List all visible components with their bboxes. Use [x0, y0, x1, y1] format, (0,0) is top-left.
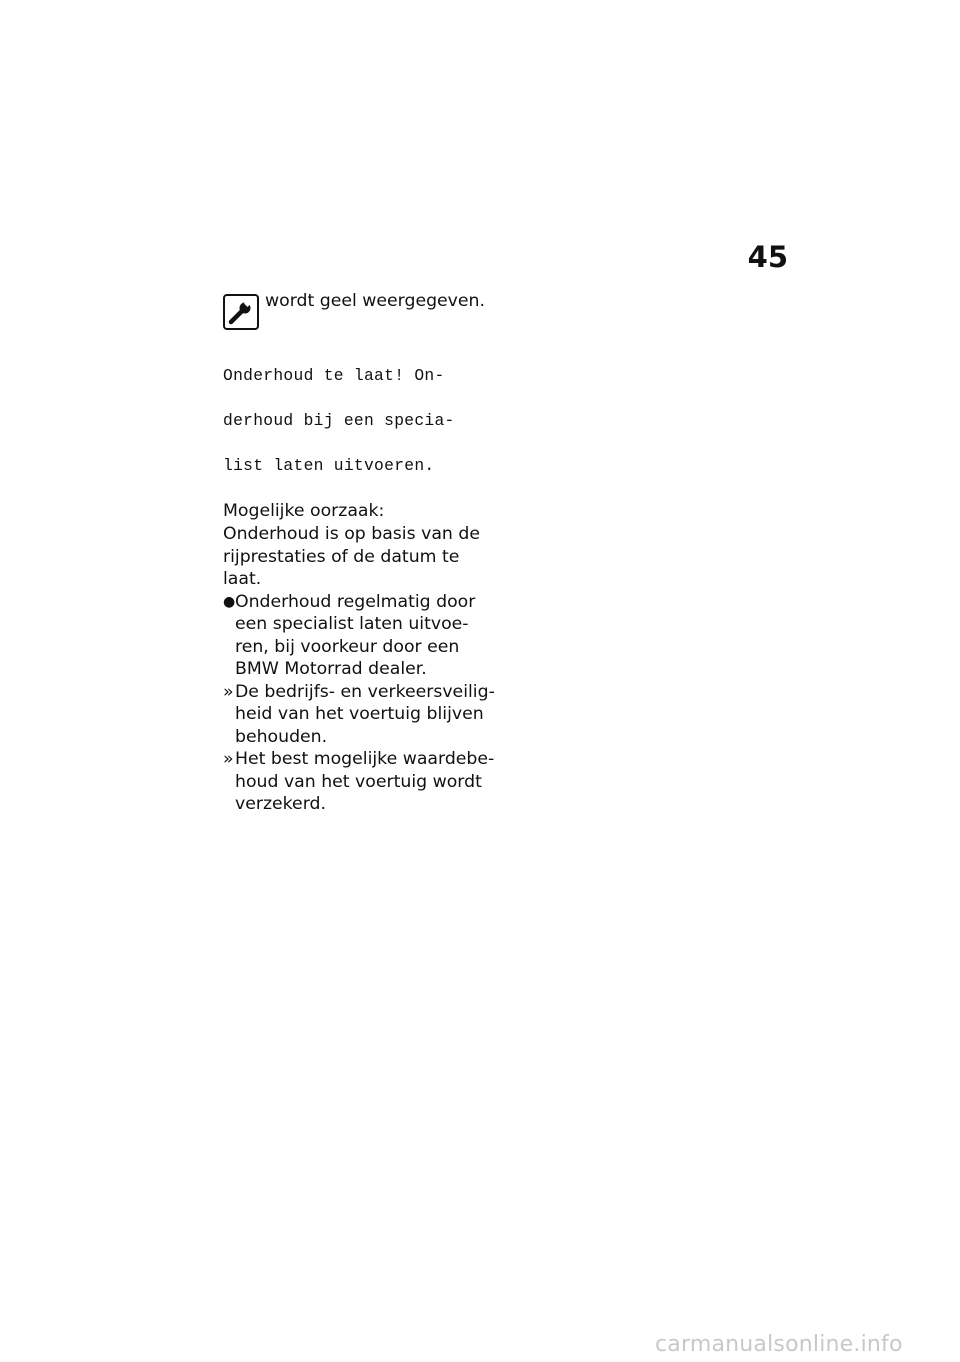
- cause-block: [223, 500, 503, 591]
- action-line: ren, bij voorkeur door een: [235, 636, 460, 657]
- result-line: Het best mogelijke waardebe-: [235, 749, 495, 769]
- result-line: verzekerd.: [235, 794, 326, 814]
- result-item: [223, 748, 503, 816]
- wrench-icon: [223, 294, 259, 330]
- page-number: 45: [747, 240, 788, 274]
- content-column: [223, 290, 503, 816]
- bullet-icon: ●: [223, 593, 236, 610]
- result-arrow-icon: »: [223, 681, 234, 702]
- result-arrow-icon: »: [223, 749, 234, 769]
- result-line: houd van het voertuig wordt: [235, 771, 482, 792]
- display-message-line: Onderhoud te laat! On-: [223, 365, 445, 385]
- result-line: heid van het voertuig blijven: [235, 704, 484, 724]
- action-item: [223, 591, 503, 681]
- display-message-line: list laten uitvoeren.: [223, 455, 435, 475]
- cause-line: laat.: [223, 569, 262, 589]
- cause-line: Onderhoud is op basis van de: [223, 524, 480, 544]
- action-line: BMW Motorrad dealer.: [235, 659, 427, 679]
- indicator-text: wordt geel weergegeven.: [265, 291, 485, 311]
- indicator-row: [223, 290, 503, 330]
- cause-label: Mogelijke oorzaak:: [223, 500, 385, 521]
- display-message-line: derhoud bij een specia-: [223, 410, 455, 430]
- result-item: [223, 681, 503, 749]
- display-message: [223, 342, 503, 500]
- result-line: De bedrijfs- en verkeersveilig-: [235, 681, 495, 702]
- action-line: Onderhoud regelmatig door: [235, 591, 476, 612]
- watermark-link[interactable]: carmanualsonline.info: [655, 1332, 903, 1357]
- cause-line: rijprestaties of de datum te: [223, 546, 460, 567]
- action-line: een specialist laten uitvoe-: [235, 614, 469, 634]
- result-line: behouden.: [235, 726, 328, 747]
